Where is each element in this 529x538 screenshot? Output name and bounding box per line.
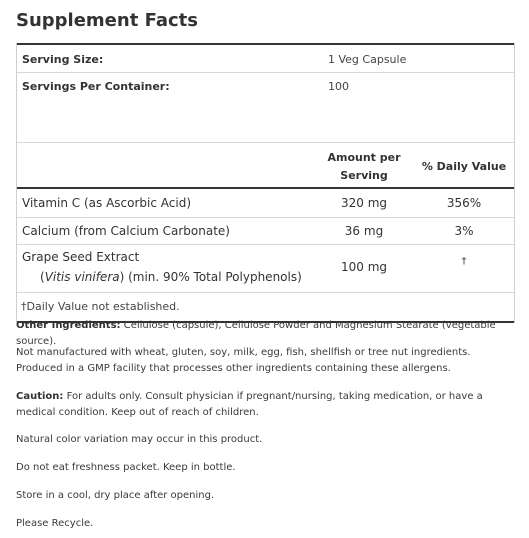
caution-label: Caution:	[16, 391, 64, 402]
note-storage: Store in a cool, dry place after opening.	[16, 490, 215, 501]
nutrient-amount: 320 mg	[340, 196, 388, 210]
note-color-variation: Natural color variation may occur in this product.	[16, 434, 263, 445]
nutrient-amount: 36 mg	[344, 224, 384, 238]
nutrient-name: Grape Seed Extract	[22, 250, 140, 264]
serving-size-value: 1 Veg Capsule	[328, 53, 407, 66]
supplement-facts-title: Supplement Facts	[16, 10, 198, 31]
daily-value-header: % Daily Value	[421, 160, 507, 173]
nutrient-dv: 356%	[446, 196, 482, 210]
nutrient-dv: 3%	[454, 224, 474, 238]
latin-name: Vitis vinifera	[44, 270, 120, 284]
caution-text: For adults only. Consult physician if pregnant/nursing, taking medication, or have a medical condition. Keep out of reach of children.	[16, 391, 483, 418]
subtitle-rest: ) (min. 90% Total Polyphenols)	[119, 270, 302, 284]
note-freshness-packet: Do not eat freshness packet. Keep in bottle.	[16, 462, 236, 473]
nutrient-name: Vitamin C (as Ascorbic Acid)	[22, 196, 192, 210]
servings-per-container-value: 100	[328, 80, 349, 93]
allergen-statement: Not manufactured with wheat, gluten, soy, milk, egg, fish, shellfish or tree nut ingredients. Produced in a GMP facility that processes other ingredients containing these allergens.	[16, 347, 471, 374]
supplement-facts-panel	[16, 43, 515, 323]
amount-header-line2: Serving	[340, 169, 388, 182]
subtitle-open: (	[40, 270, 45, 284]
footnote: †Daily Value not established.	[21, 300, 180, 313]
nutrient-row	[17, 245, 514, 293]
serving-size-label: Serving Size:	[22, 53, 104, 66]
nutrient-row	[17, 218, 514, 245]
serving-size-row	[17, 45, 514, 73]
other-ingredients-text: Cellulose (capsule), Cellulose Powder and Magnesium Stearate (vegetable source).	[16, 320, 496, 347]
amount-per-serving-header	[317, 149, 411, 185]
other-ingredients-label: Other Ingredients:	[16, 320, 121, 331]
caution-statement	[16, 389, 512, 421]
nutrient-subtitle	[40, 270, 302, 284]
nutrient-dv: †	[461, 256, 467, 267]
amount-header-line1: Amount per	[327, 151, 401, 164]
nutrient-row	[17, 189, 514, 218]
column-header-row	[17, 143, 514, 187]
footnote-row	[17, 293, 514, 321]
note-recycle: Please Recycle.	[16, 518, 94, 529]
servings-per-container-row	[17, 73, 514, 143]
nutrient-amount: 100 mg	[340, 260, 388, 274]
servings-per-container-label: Servings Per Container:	[22, 80, 170, 93]
nutrient-name: Calcium (from Calcium Carbonate)	[22, 224, 230, 238]
